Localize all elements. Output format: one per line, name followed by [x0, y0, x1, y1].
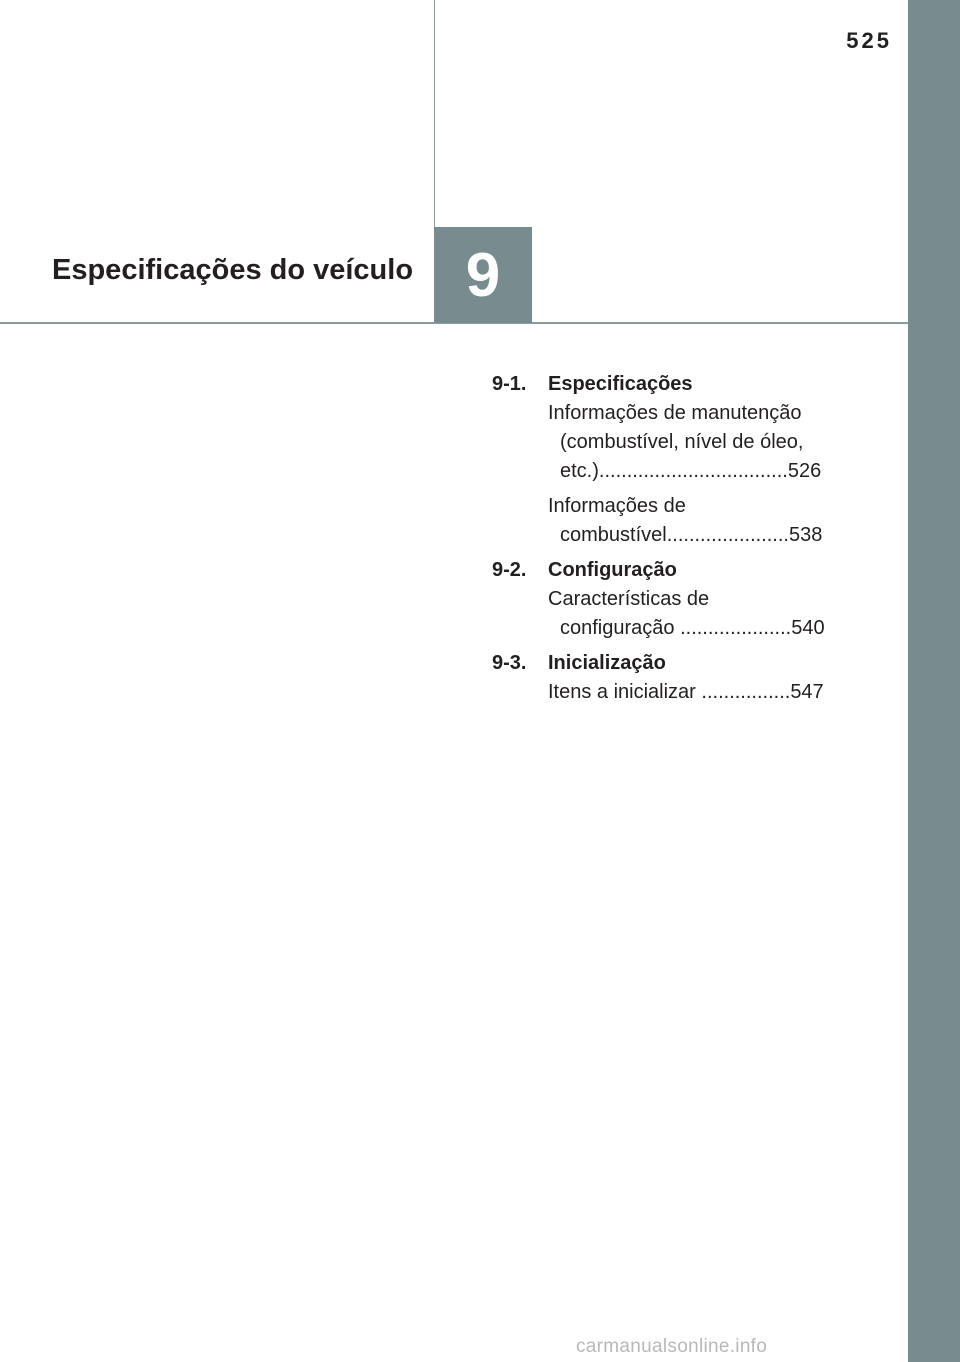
toc-section-heading[interactable] — [492, 649, 852, 678]
toc-section — [492, 370, 852, 550]
toc-entry-page: 526 — [787, 460, 822, 482]
toc-entry-line: Informações de manutenção — [548, 402, 802, 424]
chapter-number: 9 — [465, 240, 501, 310]
toc-entry[interactable] — [548, 678, 852, 707]
toc-entry-line: Informações de — [548, 495, 686, 517]
toc-section-title: Configuração — [548, 559, 677, 581]
chapter-number-box — [434, 227, 532, 323]
toc-entry-text: etc.) — [560, 460, 599, 482]
table-of-contents — [492, 370, 852, 713]
watermark-text: carmanualsonline.info — [576, 1336, 768, 1357]
toc-section-heading[interactable] — [492, 556, 852, 585]
toc-section — [492, 556, 852, 643]
toc-entry-text: Itens a inicializar — [548, 681, 702, 703]
toc-section-title: Especificações — [548, 373, 693, 395]
toc-entry[interactable] — [548, 399, 852, 486]
toc-entry-dots: ................ — [701, 681, 791, 703]
toc-entry-leader-line — [548, 457, 852, 486]
toc-entry-page: 540 — [791, 617, 825, 639]
toc-entry-dots: .................................. — [598, 460, 788, 482]
page-number: 525 — [846, 28, 892, 53]
toc-entry-line: Características de — [548, 588, 710, 610]
toc-entry-leader-line — [548, 678, 852, 707]
toc-entry-dots: .................... — [680, 617, 792, 639]
toc-entry-page: 538 — [788, 524, 823, 546]
toc-entry-dots: ...................... — [666, 524, 789, 546]
toc-entry-text: configuração — [560, 617, 681, 639]
toc-section-title: Inicialização — [548, 652, 666, 674]
vertical-divider — [434, 0, 435, 228]
toc-section-heading[interactable] — [492, 370, 852, 399]
toc-section — [492, 649, 852, 707]
toc-entry-leader-line — [548, 521, 852, 550]
toc-section-number: 9-2. — [492, 559, 527, 581]
toc-section-number: 9-1. — [492, 373, 527, 395]
chapter-title: Especificações do veículo — [52, 254, 414, 286]
toc-entry-line: (combustível, nível de óleo, — [560, 431, 804, 453]
toc-entry[interactable] — [548, 585, 852, 643]
toc-section-number: 9-3. — [492, 652, 527, 674]
toc-entry-text: combustível — [560, 524, 667, 546]
toc-entry[interactable] — [548, 492, 852, 550]
chapter-side-tab — [908, 0, 960, 1362]
toc-entry-leader-line — [548, 614, 852, 643]
toc-entry-page: 547 — [790, 681, 824, 703]
